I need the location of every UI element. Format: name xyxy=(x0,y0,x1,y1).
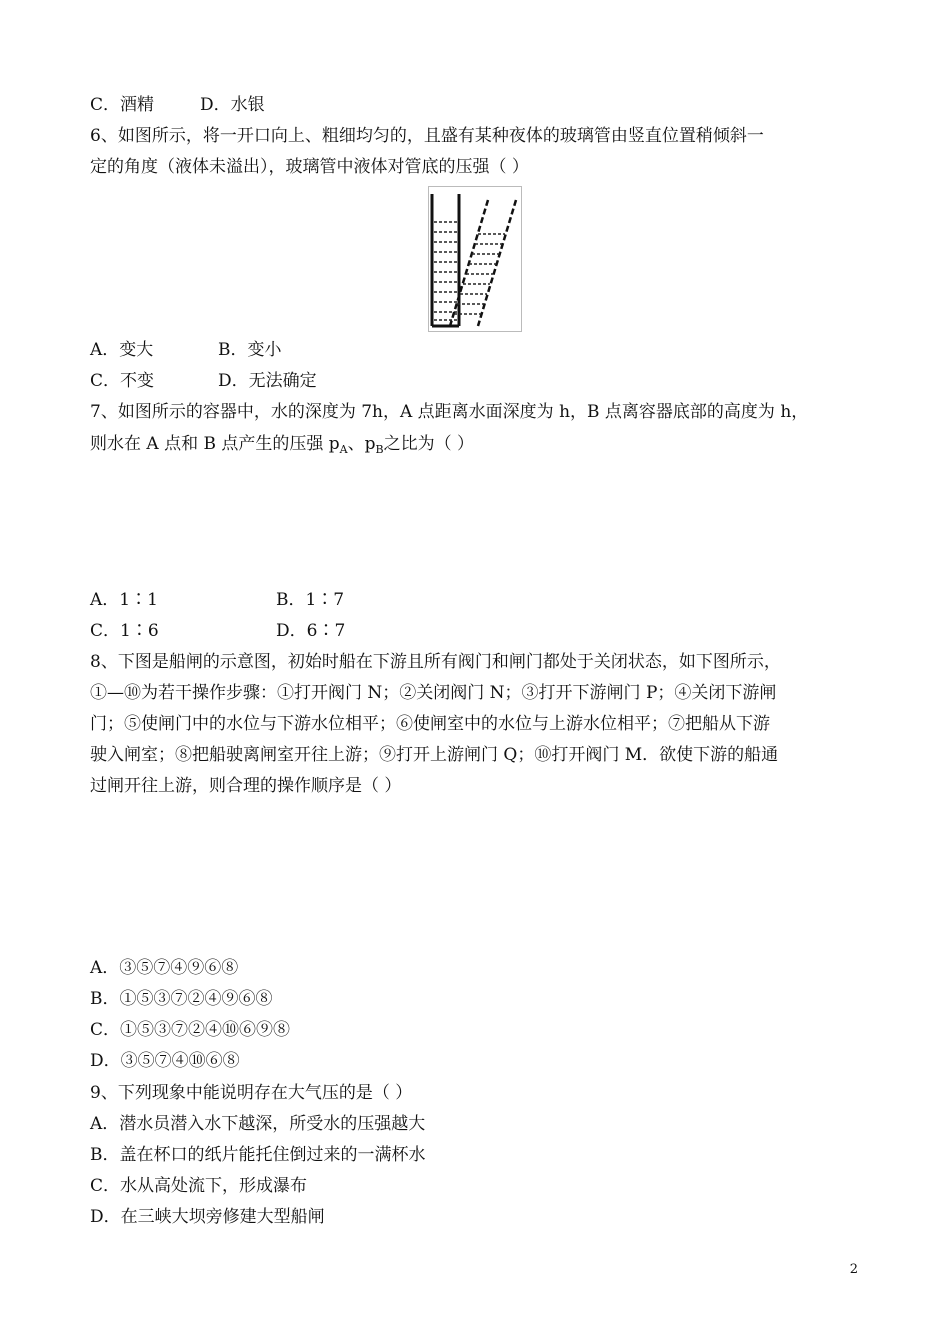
q7-option-row-2 xyxy=(90,621,346,641)
q9-option-d: D．在三峡大坝旁修建大型船闸 xyxy=(90,1207,325,1227)
q8-option-b: B．①⑤③⑦②④⑨⑥⑧ xyxy=(90,989,273,1009)
q6-stem-line2: 定的角度（液体未溢出），玻璃管中液体对管底的压强（ ） xyxy=(90,157,529,177)
q7-subscript-a: A xyxy=(339,443,348,456)
q9-stem: 9、下列现象中能说明存在大气压的是（ ） xyxy=(90,1083,413,1103)
q7-stem-text-a: 则水在 A 点和 B 点产生的压强 p xyxy=(90,434,340,454)
q9-option-c: C．水从高处流下，形成瀑布 xyxy=(90,1176,308,1196)
q7-stem-line2 xyxy=(90,434,474,460)
q7-option-a: A．1∶1 xyxy=(90,590,158,610)
q6-stem-line1: 6、如图所示，将一开口向上、粗细均匀的，且盛有某种夜体的玻璃管由竖直位置稍倾斜一 xyxy=(90,126,764,146)
q8-stem-line5: 过闸开往上游，则合理的操作顺序是（ ） xyxy=(90,776,402,796)
tilted-tube-figure xyxy=(428,186,522,332)
q9-option-a: A．潜水员潜入水下越深，所受水的压强越大 xyxy=(90,1114,426,1134)
q7-stem-text-b: 之比为（ ） xyxy=(383,434,475,454)
q8-option-d: D．③⑤⑦④⑩⑥⑧ xyxy=(90,1051,240,1071)
q6-option-d: D．无法确定 xyxy=(218,371,317,391)
q6-option-c: C．不变 xyxy=(90,371,155,391)
q8-stem-line3: 门；⑤使闸门中的水位与下游水位相平；⑥使闸室中的水位与上游水位相平；⑦把船从下游 xyxy=(90,714,770,734)
q7-option-c: C．1∶6 xyxy=(90,621,159,641)
q7-stem-line1: 7、如图所示的容器中，水的深度为 7h，A 点距离水面深度为 h，B 点离容器底部的高度为 h， xyxy=(90,402,809,422)
q8-stem-line1: 8、下图是船闸的示意图，初始时船在下游且所有阀门和闸门都处于关闭状态，如下图所示， xyxy=(90,652,781,672)
q5-option-c: C．酒精 xyxy=(90,95,155,115)
q5-option-row xyxy=(90,95,265,115)
q9-option-b: B．盖在杯口的纸片能托住倒过来的一满杯水 xyxy=(90,1145,426,1165)
q6-option-row-1 xyxy=(90,340,282,360)
q7-option-b: B．1∶7 xyxy=(276,590,345,610)
q5-option-d: D．水银 xyxy=(200,95,265,115)
q7-subscript-b: B xyxy=(375,443,384,456)
q8-option-a: A．③⑤⑦④⑨⑥⑧ xyxy=(90,958,239,978)
q6-option-a: A．变大 xyxy=(90,340,154,360)
page-number: 2 xyxy=(849,1262,858,1277)
q8-stem-line2: ①—⑩为若干操作步骤：①打开阀门 N；②关闭阀门 N；③打开下游闸门 P；④关闭下游闸 xyxy=(90,683,777,703)
q6-option-b: B．变小 xyxy=(218,340,282,360)
q7-option-d: D．6∶7 xyxy=(276,621,346,641)
q7-separator: 、p xyxy=(347,434,376,454)
q8-stem-line4: 驶入闸室；⑧把船驶离闸室开往上游；⑨打开上游闸门 Q；⑩打开阀门 M．欲使下游的船通 xyxy=(90,745,779,765)
q8-option-c: C．①⑤③⑦②④⑩⑥⑨⑧ xyxy=(90,1020,291,1040)
q7-option-row-1 xyxy=(90,590,345,610)
q6-option-row-2 xyxy=(90,371,317,391)
